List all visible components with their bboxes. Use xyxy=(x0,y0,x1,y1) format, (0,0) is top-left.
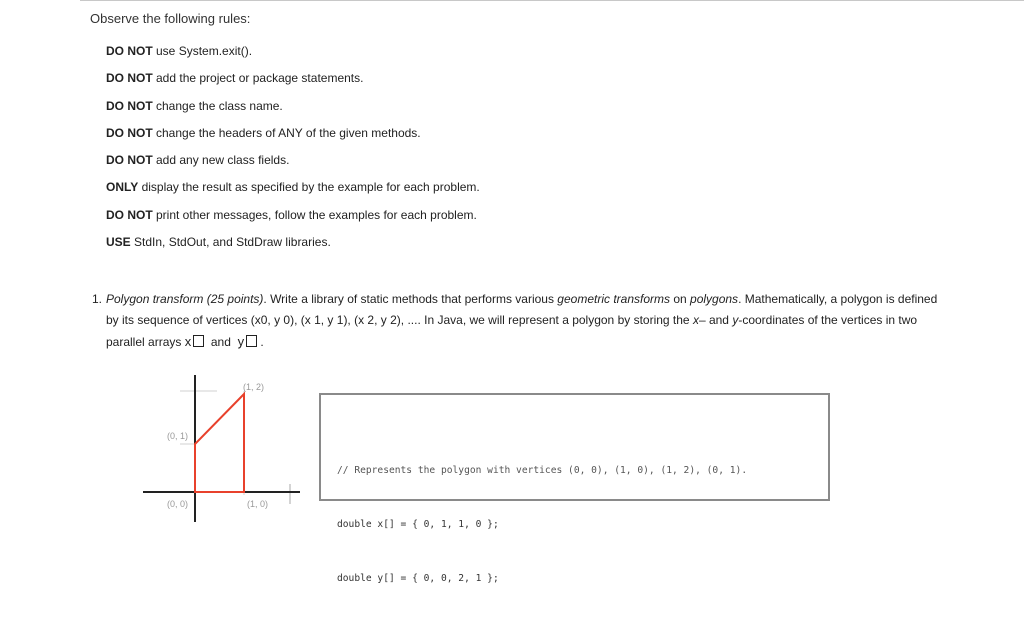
array-box-icon xyxy=(246,335,257,347)
rule-item xyxy=(106,71,480,98)
problem-after-polygons: . Mathematically, a polygon is defined by its sequence of vertices xyxy=(106,292,938,327)
problem-statement xyxy=(92,289,942,353)
coords-rest: -coordinates of the vertices in two parallel arrays xyxy=(106,313,918,349)
vertices-sequence: (x0, y 0), (x 1, y 1), (x 2, y 2), .... xyxy=(250,313,421,327)
rule-item xyxy=(106,235,480,262)
rule-item xyxy=(106,99,480,126)
label-vertex-origin: (0, 0) xyxy=(167,499,189,509)
rule-text: StdIn, StdOut, and StdDraw libraries. xyxy=(130,235,331,250)
problem-number: 1. xyxy=(92,292,103,306)
label-vertex-left: (0, 1) xyxy=(167,431,189,441)
rules-heading: Observe the following rules: xyxy=(90,11,251,26)
rule-item xyxy=(106,44,480,71)
rules-list xyxy=(106,44,480,262)
x-coord-term: x xyxy=(692,313,699,327)
rule-item xyxy=(106,153,480,180)
code-comment: // Represents the polygon with vertices (0, 0), (1, 0), (1, 2), (0, 1). xyxy=(337,465,748,476)
problem-on: on xyxy=(670,292,691,306)
rule-item xyxy=(106,208,480,235)
rule-text: display the result as specified by the example for each problem. xyxy=(138,180,480,195)
problem-java-text: In Java, we will represent a polygon by storing the xyxy=(420,313,693,327)
rule-keyword: DO NOT xyxy=(106,125,153,140)
problem-intro: . Write a library of static methods that performs various xyxy=(263,292,558,306)
rule-text: change the headers of ANY of the given methods. xyxy=(152,125,421,140)
code-line-x: double x[] = { 0, 1, 1, 0 }; xyxy=(337,519,499,530)
rule-keyword: DO NOT xyxy=(106,98,153,113)
and-word: and xyxy=(210,335,231,349)
rule-keyword: USE xyxy=(106,235,131,250)
rule-item xyxy=(106,180,480,207)
code-block xyxy=(337,426,747,624)
term-geometric-transforms: geometric transforms xyxy=(557,292,670,306)
term-polygons: polygons xyxy=(690,292,739,306)
rule-text: change the class name. xyxy=(152,98,283,113)
label-vertex-top: (1, 2) xyxy=(243,382,265,392)
rule-keyword: DO NOT xyxy=(106,71,153,86)
sentence-end: . xyxy=(260,335,264,349)
label-vertex-right: (1, 0) xyxy=(247,499,269,509)
rule-text: add the project or package statements. xyxy=(152,71,364,86)
rule-text: add any new class fields. xyxy=(152,153,290,168)
rule-text: use System.exit(). xyxy=(152,44,253,58)
polygon-shape xyxy=(195,394,244,492)
array-x-name: x xyxy=(184,334,192,349)
dash-and: – and xyxy=(698,313,733,327)
code-example-box xyxy=(319,393,830,584)
top-divider xyxy=(80,0,1024,1)
y-coord-term: y xyxy=(732,313,739,327)
array-box-icon xyxy=(193,335,204,347)
rule-keyword: DO NOT xyxy=(106,44,153,58)
rule-keyword: DO NOT xyxy=(106,207,153,222)
rule-keyword: DO NOT xyxy=(106,153,153,168)
polygon-figure xyxy=(140,370,315,530)
problem-title: Polygon transform (25 points) xyxy=(106,292,264,306)
rule-keyword: ONLY xyxy=(106,180,139,195)
rule-text: print other messages, follow the examples for each problem. xyxy=(152,207,477,222)
array-y-name: y xyxy=(237,334,245,349)
code-line-y: double y[] = { 0, 0, 2, 1 }; xyxy=(337,573,499,584)
rule-item xyxy=(106,126,480,153)
problem-body xyxy=(106,289,942,353)
